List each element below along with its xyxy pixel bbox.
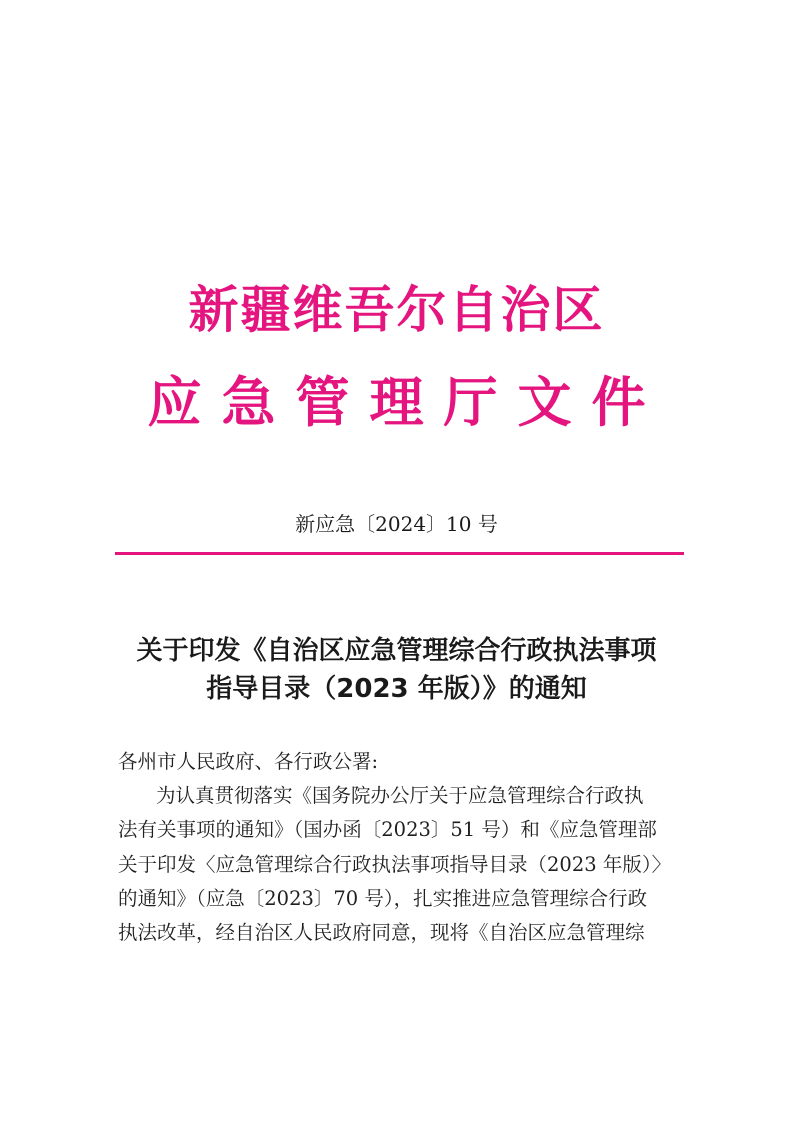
document-title xyxy=(80,632,713,708)
body-line: 的通知》（应急〔2023〕70 号），扎实推进应急管理综合行政 xyxy=(118,886,648,910)
body-line: 关于印发〈应急管理综合行政执法事项指导目录（2023 年版）〉 xyxy=(118,852,672,876)
body-line: 为认真贯彻落实《国务院办公厅关于应急管理综合行政执 xyxy=(156,784,644,808)
document-number: 新应急〔2024〕10 号 xyxy=(295,512,498,536)
red-divider-line xyxy=(115,552,684,555)
title-line-1: 关于印发《自治区应急管理综合行政执法事项 xyxy=(136,636,657,666)
document-body xyxy=(118,745,696,950)
title-line-2: 指导目录（2023 年版）》的通知 xyxy=(206,674,587,704)
issuer-line-2: 应急管理厅文件 xyxy=(147,371,666,434)
body-line: 执法改革，经自治区人民政府同意，现将《自治区应急管理综 xyxy=(118,921,645,945)
body-line: 法有关事项的通知》（国办函〔2023〕51 号）和《应急管理部 xyxy=(118,818,657,842)
salutation: 各州市人民政府、各行政公署: xyxy=(118,750,379,773)
issuer-line-1: 新疆维吾尔自治区 xyxy=(188,281,605,339)
